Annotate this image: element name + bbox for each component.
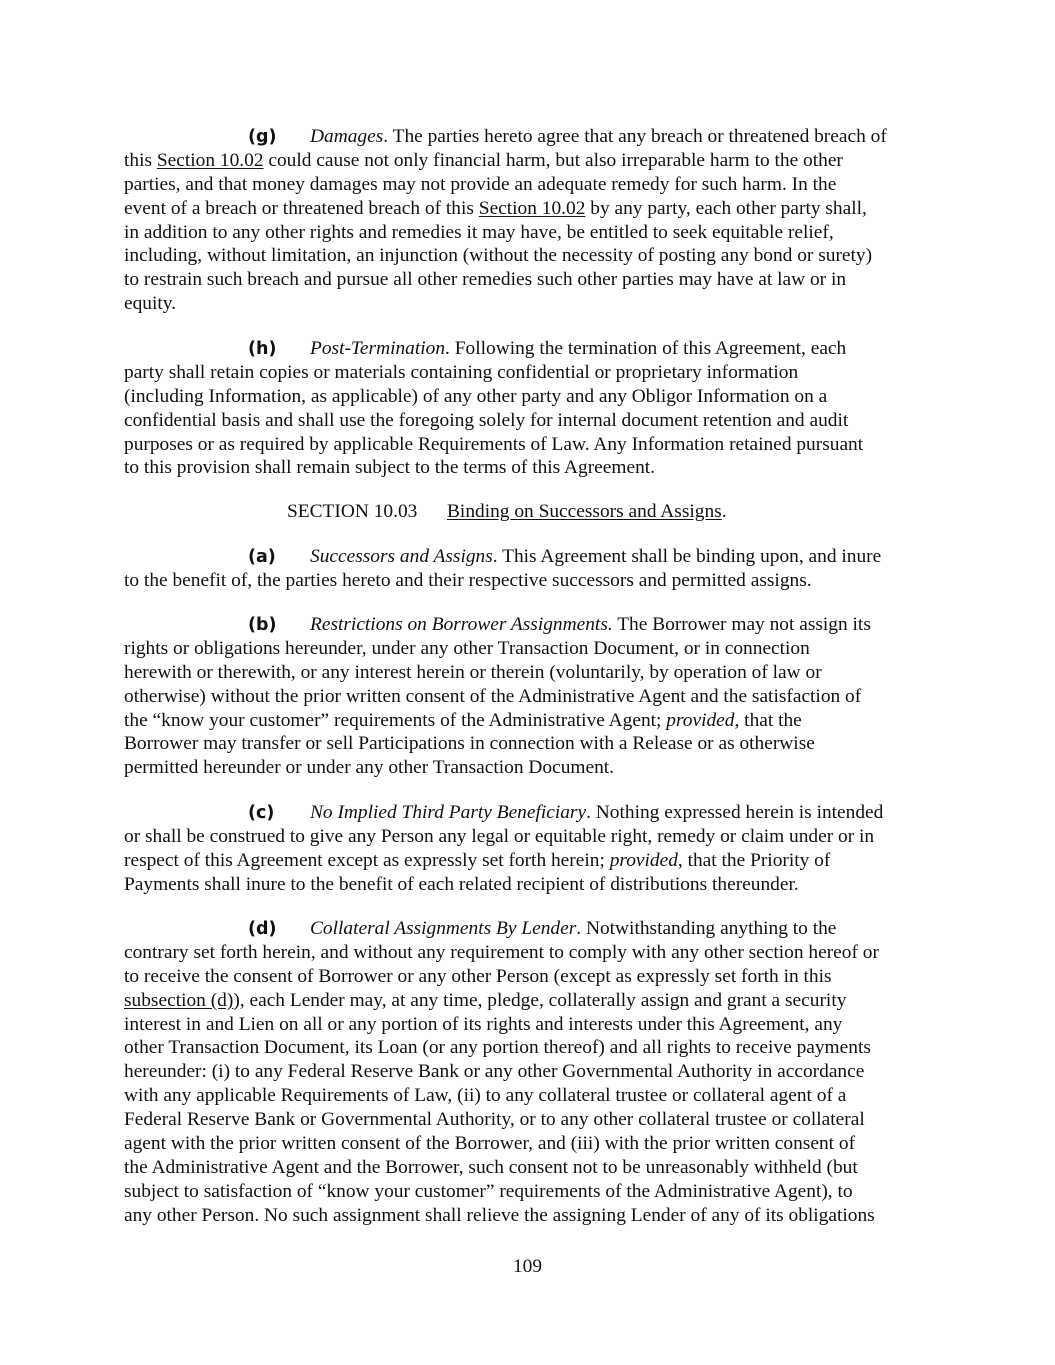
text-line: purposes or as required by applicable Requirements of Law. Any Information retained pursuant bbox=[124, 433, 864, 455]
italic-term: provided bbox=[666, 709, 735, 731]
text-line: . This Agreement shall be binding upon, and inure bbox=[492, 546, 882, 567]
text-line: in addition to any other rights and remedies it may have, be entitled to seek equitable relief, bbox=[124, 221, 834, 243]
paragraph-label: (d) bbox=[248, 919, 277, 939]
paragraph-label: (g) bbox=[248, 127, 277, 147]
text-line: Payments shall inure to the benefit of each related recipient of distributions thereunder. bbox=[124, 873, 799, 895]
text-line: to this provision shall remain subject to the terms of this Agreement. bbox=[124, 457, 655, 479]
text-line: permitted hereunder or under any other Transaction Document. bbox=[124, 757, 615, 779]
text-line: to restrain such breach and pursue all other remedies such other parties may have at law or in bbox=[124, 269, 847, 291]
text-line: to the benefit of, the parties hereto and their respective successors and permitted assigns. bbox=[124, 569, 812, 591]
text-line: herewith or therewith, or any interest herein or therein (voluntarily, by operation of law or bbox=[124, 661, 822, 683]
text-line: equity. bbox=[124, 293, 177, 315]
text-line: The Borrower may not assign its bbox=[612, 614, 871, 635]
text-line: rights or obligations hereunder, under any other Transaction Document, or in connection bbox=[124, 637, 810, 659]
text-line: including, without limitation, an injunction (without the necessity of posting any bond or surety) bbox=[124, 245, 873, 267]
paragraph-label: (b) bbox=[248, 615, 277, 635]
paragraph-h bbox=[124, 337, 934, 480]
paragraph-c bbox=[124, 801, 934, 897]
text-line: . Following the termination of this Agreement, each bbox=[445, 338, 847, 359]
paragraph-title: No Implied Third Party Beneficiary bbox=[310, 802, 587, 823]
paragraph-title: Successors and Assigns bbox=[310, 546, 493, 567]
text-line: by any party, each other party shall, bbox=[585, 197, 867, 219]
paragraph-g bbox=[124, 125, 934, 316]
paragraph-label: (a) bbox=[248, 547, 276, 567]
text-line: interest in and Lien on all or any portion of its rights and interests under this Agreement, any bbox=[124, 1013, 843, 1035]
text-line: . Notwithstanding anything to the bbox=[576, 918, 837, 939]
text-line: (including Information, as applicable) of any other party and any Obligor Information on a bbox=[124, 385, 828, 407]
text-line: contrary set forth herein, and without any requirement to comply with any other section hereof or bbox=[124, 941, 879, 963]
paragraph-label: (h) bbox=[248, 339, 277, 359]
text-line: could cause not only financial harm, but also irreparable harm to the other bbox=[263, 149, 843, 171]
paragraph-title: Restrictions on Borrower Assignments. bbox=[310, 614, 613, 635]
text-line: confidential basis and shall use the foregoing solely for internal document retention and audit bbox=[124, 409, 849, 431]
text-line: other Transaction Document, its Loan (or any portion thereof) and all rights to receive payments bbox=[124, 1037, 871, 1059]
page-number: 109 bbox=[512, 1256, 543, 1277]
text-line: otherwise) without the prior written consent of the Administrative Agent and the satisfaction of bbox=[124, 685, 862, 707]
paragraph-title: Collateral Assignments By Lender bbox=[310, 918, 577, 939]
italic-term: provided bbox=[609, 849, 678, 871]
text-line: with any applicable Requirements of Law, (ii) to any collateral trustee or collateral agent of a bbox=[124, 1085, 847, 1107]
text-line: to receive the consent of Borrower or any other Person (except as expressly set forth in this bbox=[124, 965, 832, 987]
section-reference: Section 10.02 bbox=[478, 197, 586, 219]
paragraph-title: Post-Termination bbox=[310, 338, 446, 359]
text-line: , that the Priority of bbox=[677, 849, 831, 871]
text-line: Federal Reserve Bank or Governmental Authority, or to any other collateral trustee or collateral bbox=[124, 1109, 865, 1131]
section-title: Binding on Successors and Assigns bbox=[447, 501, 722, 522]
section-reference: Section 10.02 bbox=[156, 149, 264, 171]
section-number: SECTION 10.03 bbox=[287, 501, 418, 522]
text-line: . Nothing expressed herein is intended bbox=[586, 802, 884, 823]
text-line: or shall be construed to give any Person any legal or equitable right, remedy or claim under or in bbox=[124, 825, 875, 847]
text-line: any other Person. No such assignment shall relieve the assigning Lender of any of its obligations bbox=[124, 1204, 875, 1226]
text-line: Borrower may transfer or sell Participations in connection with a Release or as otherwise bbox=[124, 733, 815, 755]
paragraph-a bbox=[124, 545, 934, 593]
text-line: the Administrative Agent and the Borrower, such consent not to be unreasonably withheld (but bbox=[124, 1156, 858, 1178]
text-line: hereunder: (i) to any Federal Reserve Bank or any other Governmental Authority in accordance bbox=[124, 1061, 865, 1083]
text-line: parties, and that money damages may not provide an adequate remedy for such harm. In the bbox=[124, 173, 837, 195]
text-line: subject to satisfaction of “know your customer” requirements of the Administrative Agent), to bbox=[124, 1180, 853, 1202]
text-line: . The parties hereto agree that any breach or threatened breach of bbox=[383, 126, 887, 147]
paragraph-b bbox=[124, 613, 934, 780]
paragraph-label: (c) bbox=[248, 803, 275, 823]
paragraph-title: Damages bbox=[310, 126, 384, 147]
text-line: party shall retain copies or materials containing confidential or proprietary information bbox=[124, 361, 799, 383]
paragraph-d bbox=[124, 917, 934, 1228]
section-heading bbox=[287, 500, 727, 524]
subsection-reference: subsection (d) bbox=[124, 989, 234, 1011]
text-line: ), each Lender may, at any time, pledge, collaterally assign and grant a security bbox=[233, 989, 847, 1011]
text-line: this bbox=[124, 149, 157, 171]
text-line: agent with the prior written consent of the Borrower, and (iii) with the prior written consent of bbox=[124, 1133, 856, 1155]
text-line: respect of this Agreement except as expressly set forth herein; bbox=[124, 849, 610, 871]
text-line: , that the bbox=[734, 709, 802, 731]
text-line: the “know your customer” requirements of the Administrative Agent; bbox=[124, 709, 667, 731]
text-line: event of a breach or threatened breach of this bbox=[124, 197, 479, 219]
section-title-period: . bbox=[721, 501, 727, 522]
